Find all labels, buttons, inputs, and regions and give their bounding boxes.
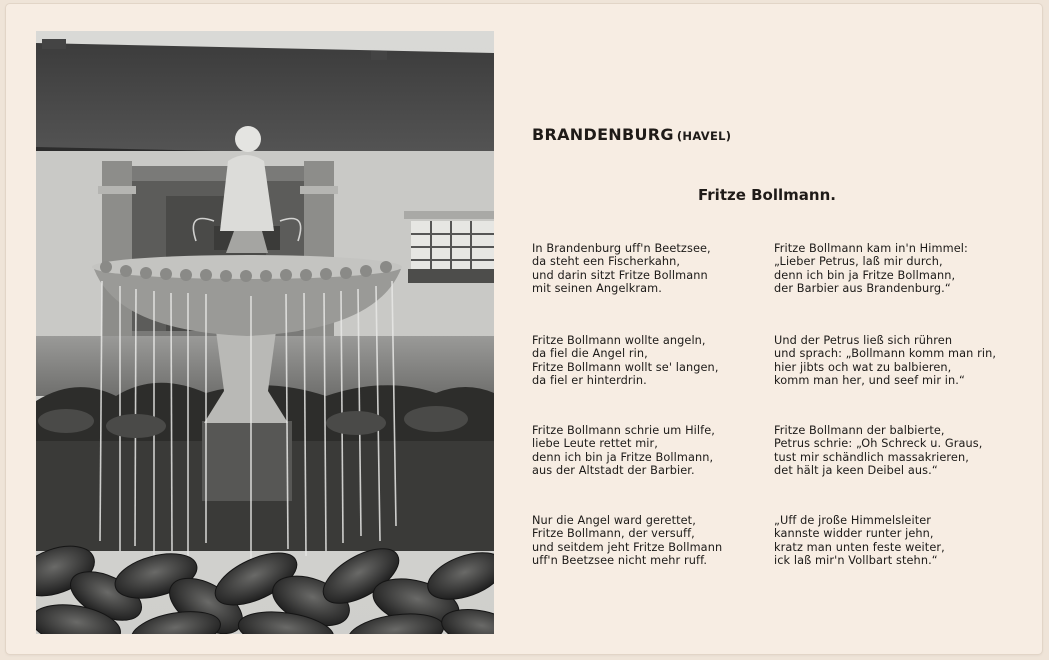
city-name: BRANDENBURG <box>532 125 674 144</box>
verse-line: Fritze Bollmann der balbierte, <box>774 424 945 437</box>
fountain-photo <box>36 31 494 634</box>
verse-line: und darin sitzt Fritze Bollmann <box>532 268 708 282</box>
poem-title: Fritze Bollmann. <box>698 186 836 204</box>
stanza-2 <box>774 242 968 296</box>
verse-line: Fritze Bollmann schrie um Hilfe, <box>532 424 715 437</box>
verse-line: „Uff de jroße Himmelsleiter <box>774 514 932 527</box>
verse-line: mit seinen Angelkram. <box>532 282 662 296</box>
verse-line: „Lieber Petrus, laß mir durch, <box>774 255 943 269</box>
verse-line: und seitdem jeht Fritze Bollmann <box>532 540 723 554</box>
verse-line: kratz man unten feste weiter, <box>774 540 945 554</box>
verse-line: uff'n Beetzsee nicht mehr ruff. <box>532 554 708 568</box>
verse-line: und sprach: „Bollmann komm man rin, <box>774 347 997 361</box>
verse-line: Nur die Angel ward gerettet, <box>532 514 696 527</box>
city-region: (HAVEL) <box>676 129 732 143</box>
stanza-4 <box>774 334 996 388</box>
verse-line: Petrus schrie: „Oh Schreck u. Graus, <box>774 437 983 451</box>
verse-line: Fritze Bollmann kam in'n Himmel: <box>774 242 968 255</box>
verse-line: aus der Altstadt der Barbier. <box>532 464 695 478</box>
city-heading <box>532 125 731 144</box>
verse-line: da fiel er hinterdrin. <box>532 374 647 388</box>
verse-line: Fritze Bollmann wollte angeln, <box>532 334 706 347</box>
verse-line: Und der Petrus ließ sich rühren <box>774 334 953 347</box>
stanza-8 <box>774 514 945 568</box>
stanza-6 <box>774 424 982 478</box>
verse-line: denn ich bin ja Fritze Bollmann, <box>532 450 714 464</box>
verse-line: der Barbier aus Brandenburg.“ <box>774 282 951 296</box>
verse-line: tust mir schändlich massakrieren, <box>774 450 969 464</box>
verse-line: In Brandenburg uff'n Beetzsee, <box>532 242 711 255</box>
verse-line: Fritze Bollmann, der versuff, <box>532 527 695 541</box>
verse-line: kannste widder runter jehn, <box>774 527 934 541</box>
verse-line: da fiel die Angel rin, <box>532 347 648 361</box>
stanza-7 <box>532 514 722 568</box>
verse-line: da steht een Fischerkahn, <box>532 255 681 269</box>
verse-line: denn ich bin ja Fritze Bollmann, <box>774 268 956 282</box>
stanza-5 <box>532 424 715 478</box>
verse-line: Fritze Bollmann wollt se' langen, <box>532 360 719 374</box>
verse-line: det hält ja keen Deibel aus.“ <box>774 464 938 478</box>
stanza-1 <box>532 242 711 296</box>
verse-line: ick laß mir'n Vollbart stehn.“ <box>774 554 938 568</box>
verse-line: komm man her, und seef mir in.“ <box>774 374 965 388</box>
fountain-illustration <box>36 31 494 634</box>
stanza-3 <box>532 334 719 388</box>
verse-line: liebe Leute rettet mir, <box>532 437 658 451</box>
postcard <box>6 4 1042 654</box>
verse-line: hier jibts och wat zu balbieren, <box>774 360 952 374</box>
